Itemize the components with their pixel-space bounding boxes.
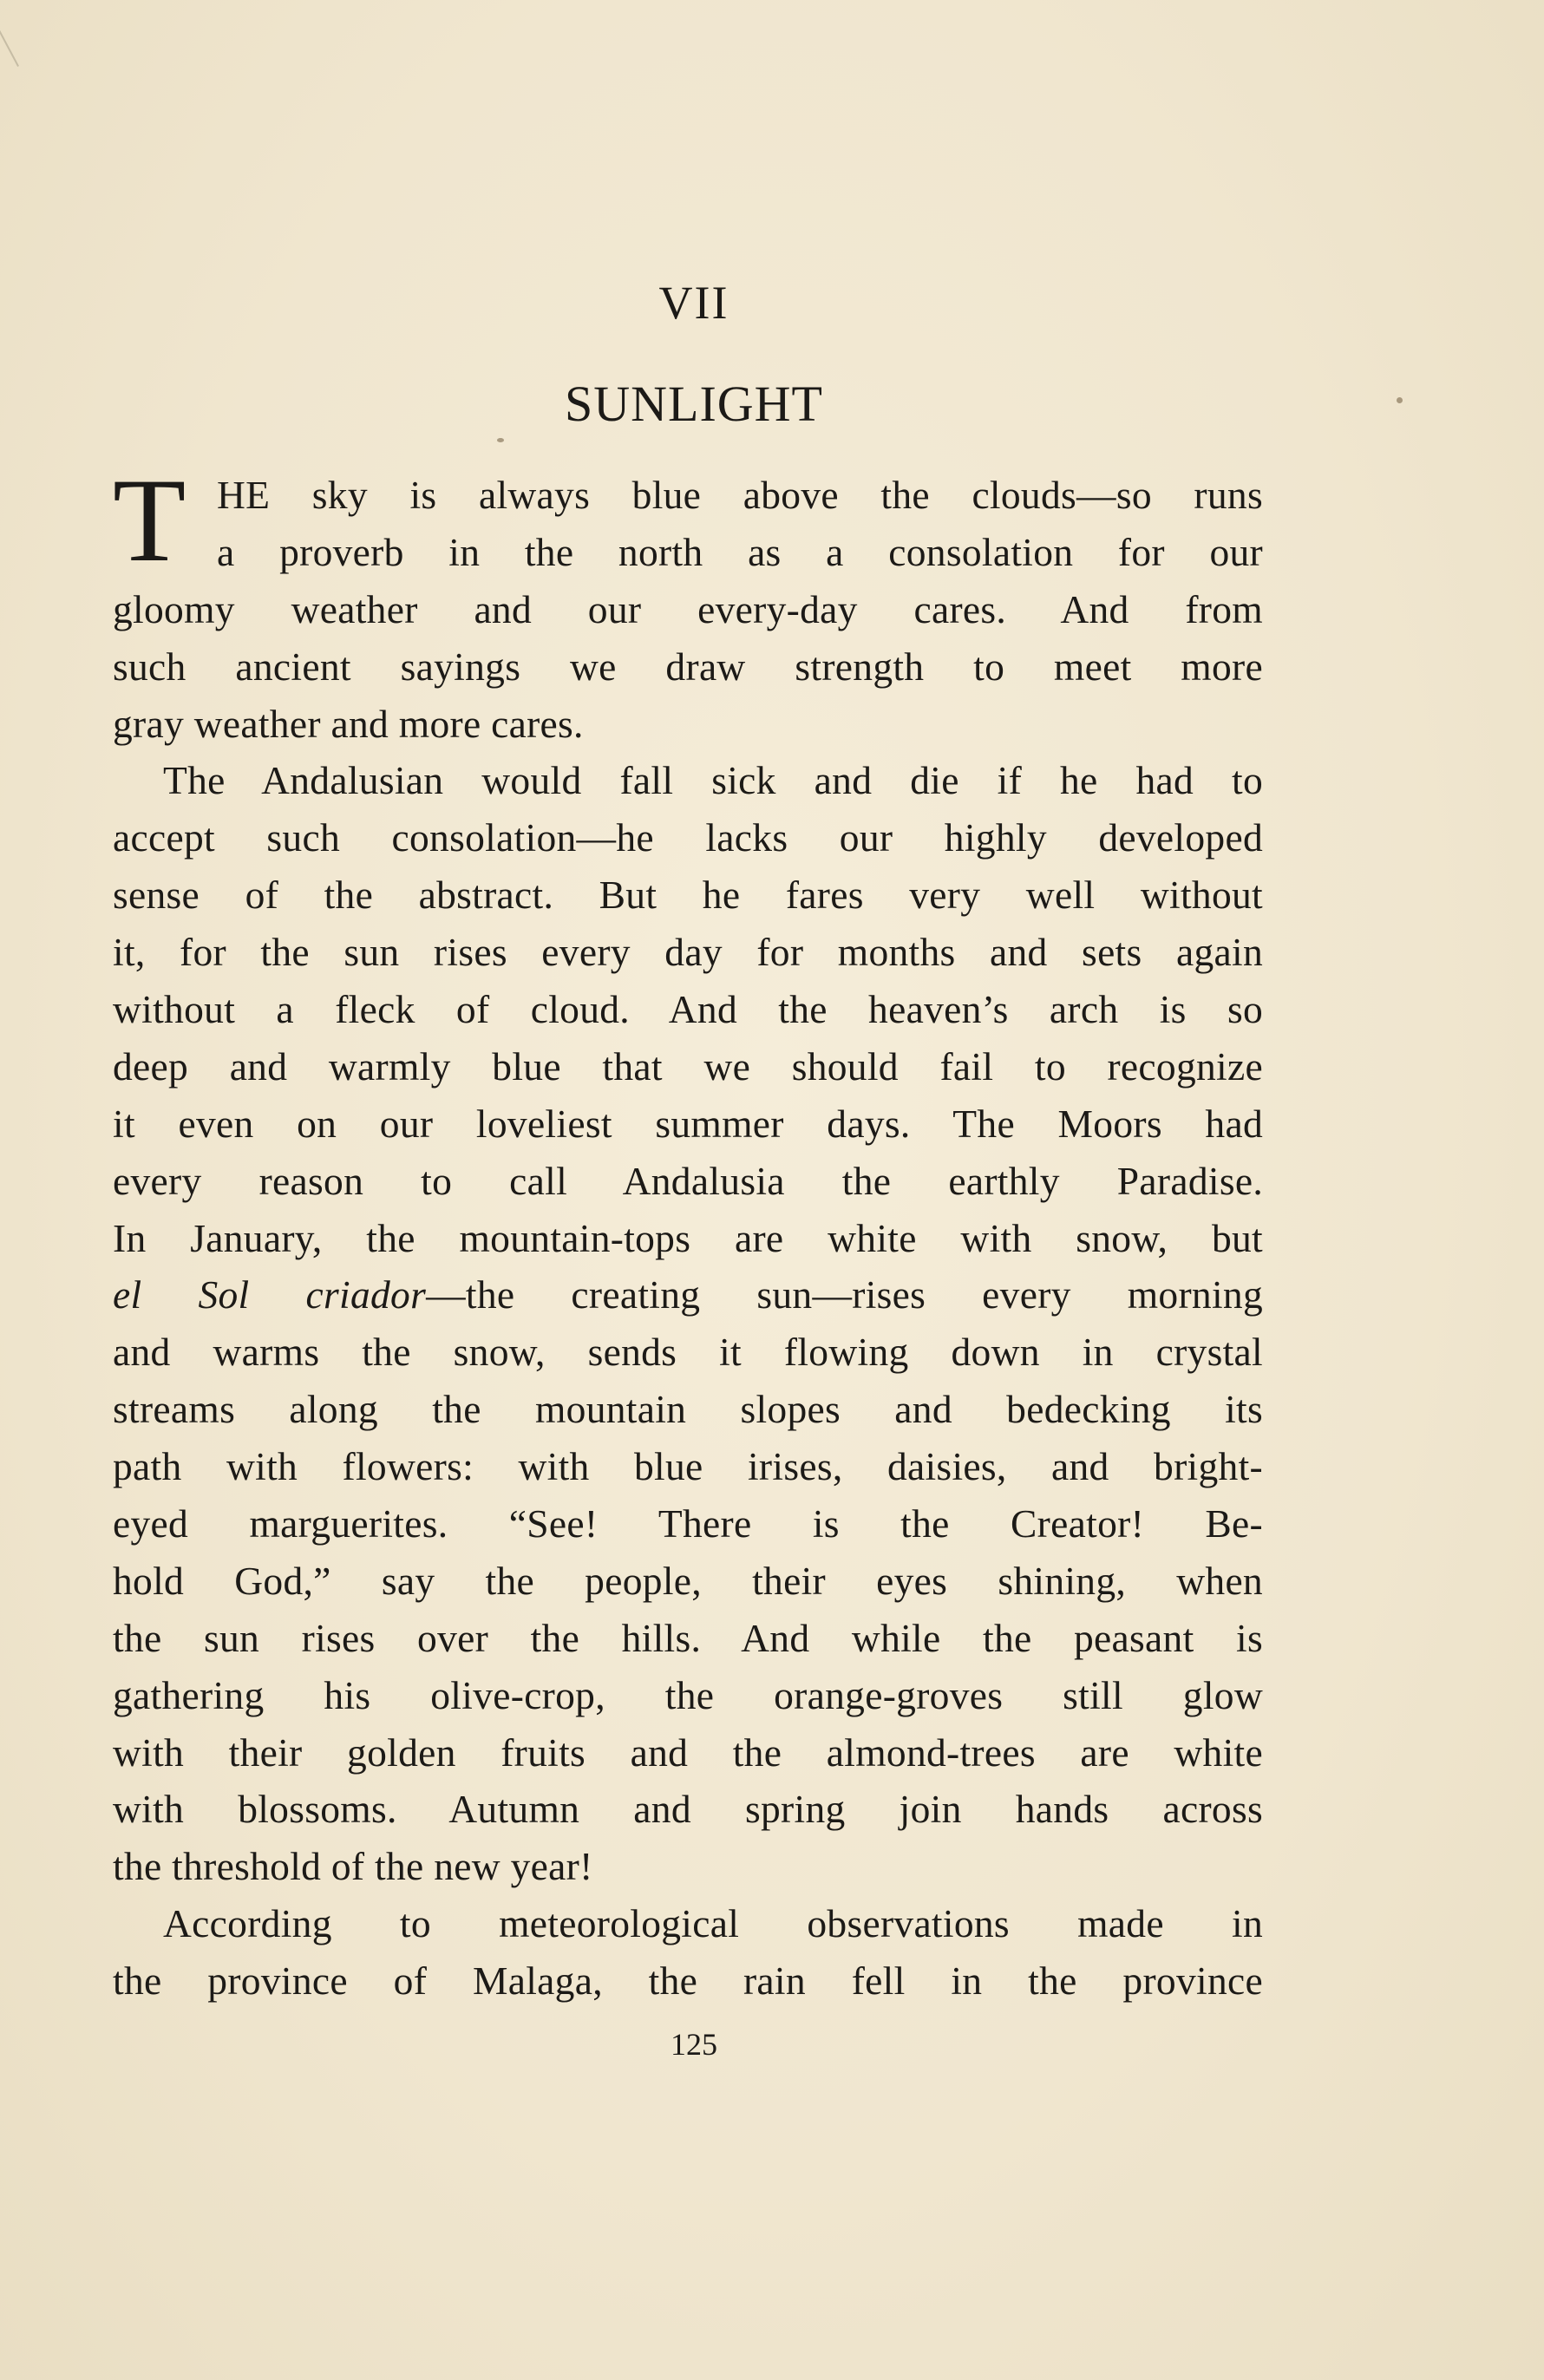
text-line: streams along the mountain slopes and bedecking its xyxy=(113,1387,1263,1432)
text-line: gloomy weather and our every-day cares. And from xyxy=(113,586,1263,631)
text-line: without a fleck of cloud. And the heaven’s arch is so xyxy=(113,987,1263,1032)
text-line: In January, the mountain-tops are white with snow, but xyxy=(113,1215,1263,1260)
chapter-title: SUNLIGHT xyxy=(565,376,823,432)
chapter-number: VII xyxy=(658,277,729,329)
text-line: deep and warmly blue that we should fail to recognize xyxy=(113,1043,1263,1089)
body-text xyxy=(113,454,1263,2010)
page-edge-mark xyxy=(0,20,19,67)
text-line: path with flowers: with blue irises, daisies, and bright- xyxy=(113,1444,1263,1489)
text-line: with their golden fruits and the almond-trees are white xyxy=(113,1729,1263,1775)
text-line: a proverb in the north as a consolation for our xyxy=(217,529,1263,574)
text-line: gray weather and more cares. xyxy=(113,701,584,746)
text-line: accept such consolation—he lacks our highly developed xyxy=(113,815,1263,860)
text-line: such ancient sayings we draw strength to meet more xyxy=(113,644,1263,689)
text-line: the threshold of the new year! xyxy=(113,1844,593,1889)
text-line-mixed xyxy=(113,1266,1263,1324)
text-line: with blossoms. Autumn and spring join hands across xyxy=(113,1787,1263,1832)
text-line: eyed marguerites. “See! There is the Creator! Be- xyxy=(113,1501,1263,1546)
text-line: According to meteorological observations made in xyxy=(163,1901,1263,1946)
text-line: hold God,” say the people, their eyes shining, when xyxy=(113,1558,1263,1603)
italic-phrase: el Sol criador xyxy=(113,1272,427,1318)
text-fragment: —the creating sun—rises every morning xyxy=(426,1272,1263,1318)
text-line: the sun rises over the hills. And while the peasant is xyxy=(113,1615,1263,1660)
page-number: 125 xyxy=(671,2027,717,2062)
text-line: the province of Malaga, the rain fell in the province xyxy=(113,1958,1263,2004)
text-line: every reason to call Andalusia the earthly Paradise. xyxy=(113,1158,1263,1203)
text-line: it, for the sun rises every day for months and sets again xyxy=(113,930,1263,975)
drop-cap: T xyxy=(113,454,186,586)
text-line: HE sky is always blue above the clouds—so runs xyxy=(217,473,1263,517)
text-line: sense of the abstract. But he fares very well without xyxy=(113,873,1263,918)
text-line: The Andalusian would fall sick and die if he had to xyxy=(163,758,1263,803)
paper-speck xyxy=(1397,397,1403,403)
text-line: it even on our loveliest summer days. The Moors had xyxy=(113,1101,1263,1146)
paper-speck xyxy=(497,438,504,442)
text-line: and warms the snow, sends it flowing down in crystal xyxy=(113,1330,1263,1375)
text-line: gathering his olive-crop, the orange-groves still glow xyxy=(113,1672,1263,1717)
